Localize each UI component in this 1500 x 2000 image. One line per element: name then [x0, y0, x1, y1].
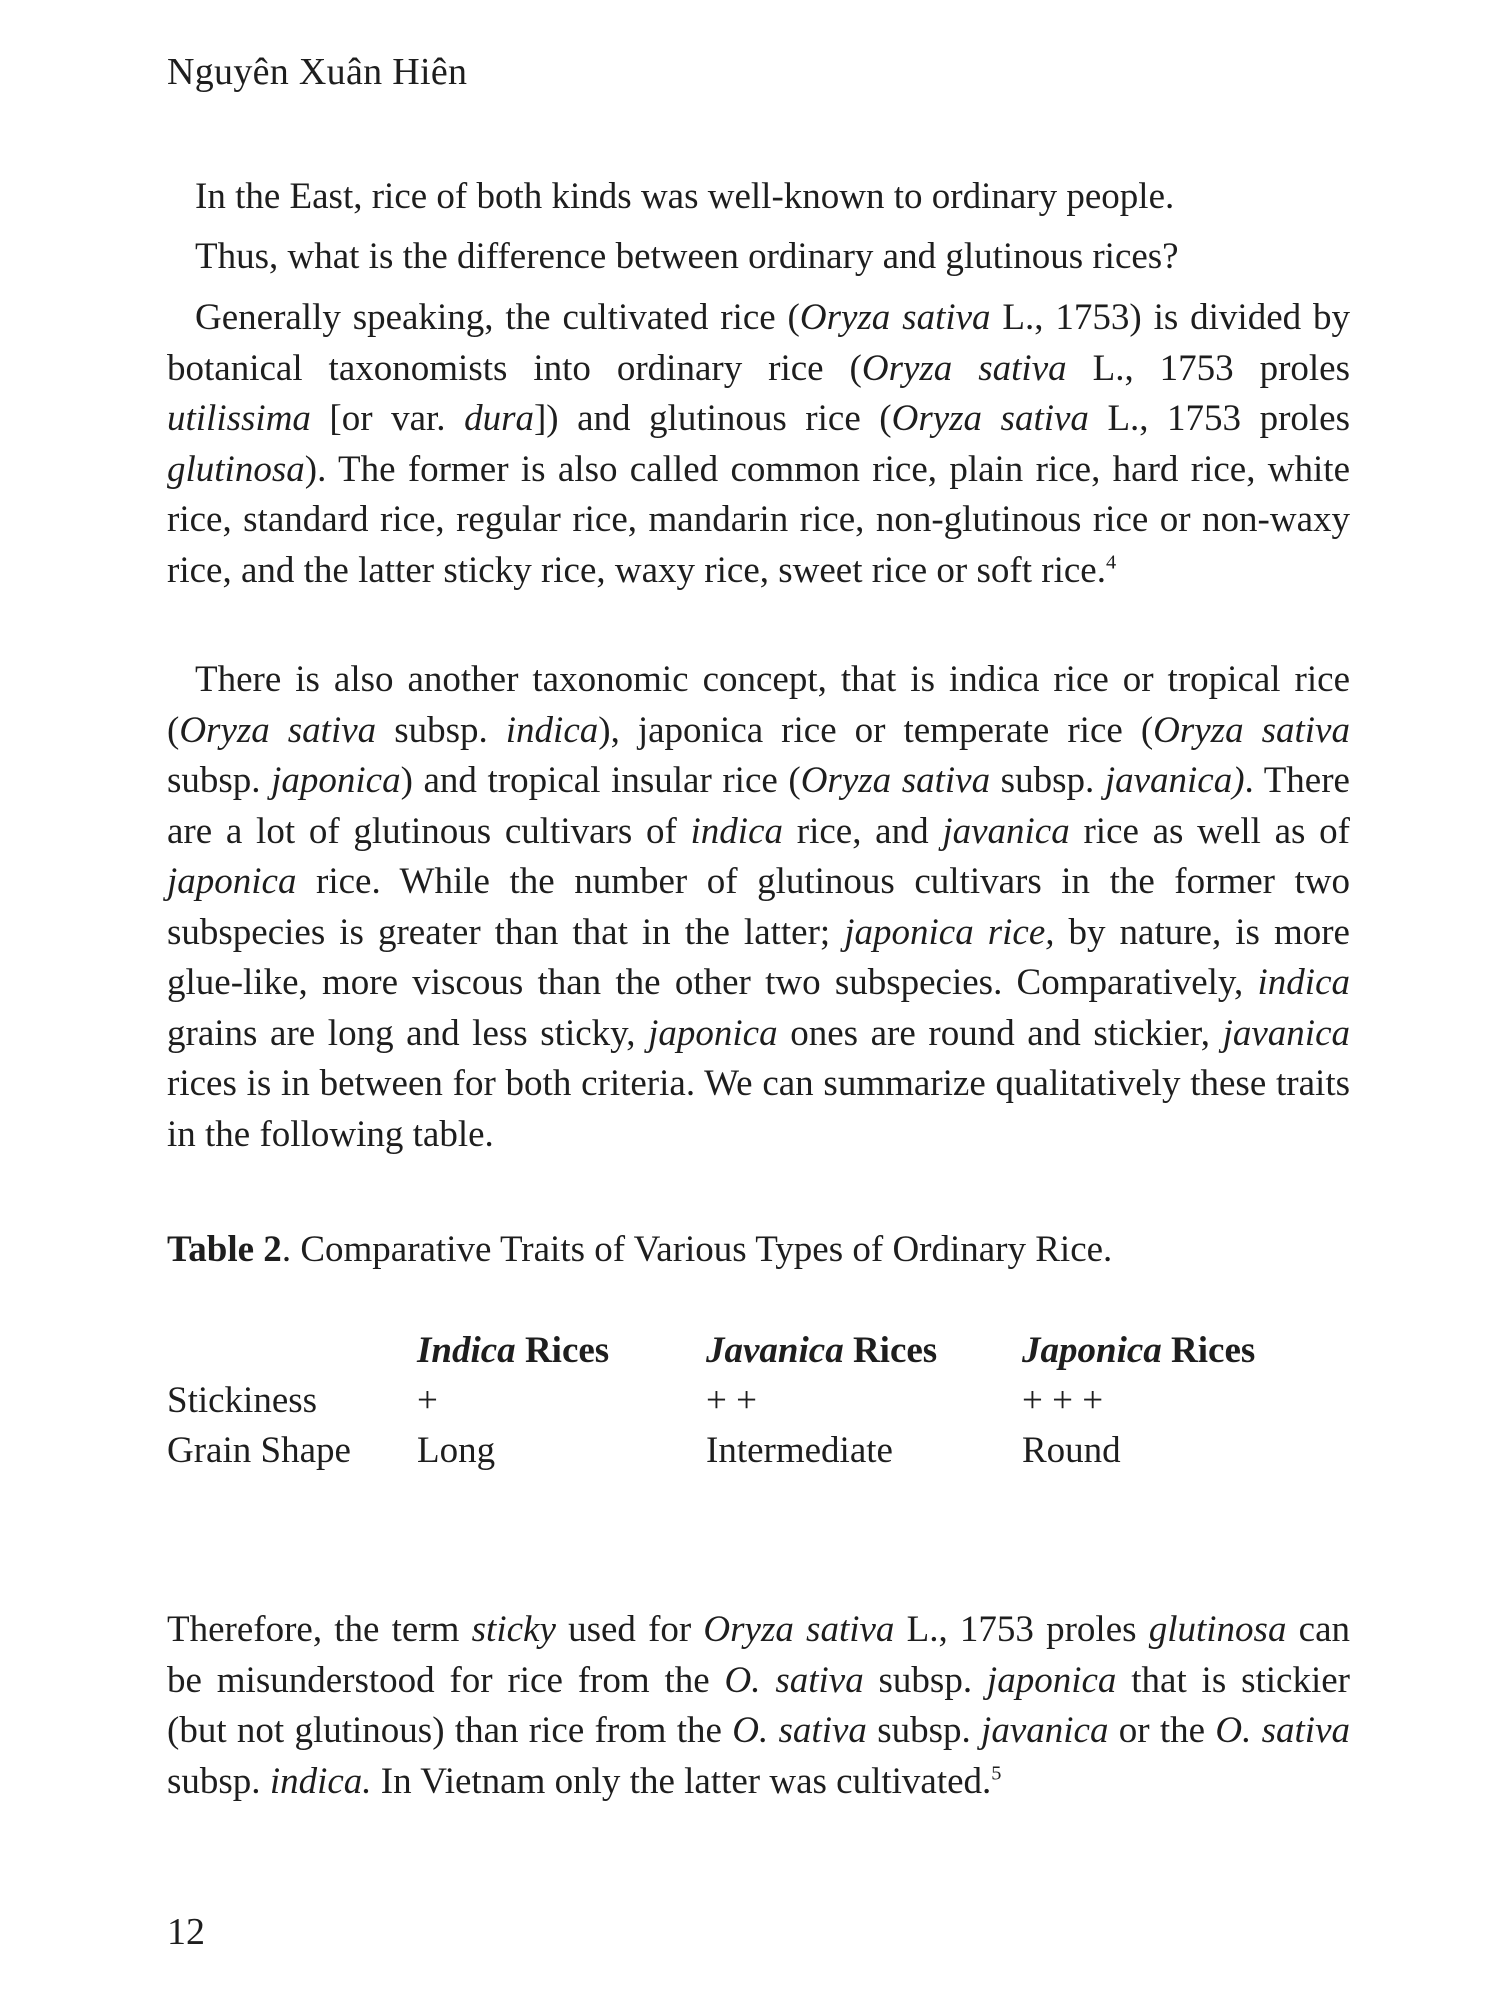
traits-table	[167, 1325, 1322, 1475]
footnote-ref-5: 5	[991, 1762, 1002, 1785]
row-label-stickiness: Stickiness	[167, 1379, 318, 1421]
table-caption-label: Table 2	[167, 1229, 282, 1270]
table-cell: Long	[417, 1429, 496, 1471]
paragraph-4: There is also another taxonomic concept, that is indica rice or tropical rice (Oryza sativa subsp. indica), japonica rice or temperate rice (Oryza sativa subsp. japonica) and tropical insular rice (Oryza sativa subsp. javanica). There are a lot of glutinous cultivars of indica rice, and javanica rice as well as of japonica rice. While the number of glutinous cultivars in the former two subspecies is greater than that in the latter; japonica rice, by nature, is more glue-like, more viscous than the other two subspecies. Comparatively, indica grains are long and less sticky, japonica ones are round and stickier, javanica rices is in between for both criteria. We can summarize qualitatively these traits in the following table.	[167, 659, 1350, 1155]
page-number: 12	[167, 1911, 205, 1953]
table-cell: + + +	[1022, 1379, 1104, 1421]
paragraph-3: Generally speaking, the cultivated rice (Oryza sativa L., 1753) is divided by botanical taxonomists into ordinary rice (Oryza sativa L., 1753 proles utilissima [or var. dura]) and glutinous rice (Oryza sativa L., 1753 proles glutinosa). The former is also called common rice, plain rice, hard rice, white rice, standard rice, regular rice, mandarin rice, non-glutinous rice or non-waxy rice, and the latter sticky rice, waxy rice, sweet rice or soft rice.$^4$	[167, 297, 1351, 591]
table-cell: +	[417, 1379, 438, 1421]
table-header-row	[167, 1325, 1322, 1375]
footnote-ref-4: 4	[1105, 551, 1117, 574]
paragraph-1: In the East, rice of both kinds was well-known to ordinary people.	[195, 176, 1175, 217]
header-javanica: Javanica Rices	[706, 1329, 938, 1371]
table-row	[167, 1425, 1322, 1475]
table-cell: Round	[1022, 1429, 1121, 1471]
running-head: Nguyên Xuân Hiên	[167, 51, 468, 93]
table-caption-text: . Comparative Traits of Various Types of Ordinary Rice.	[281, 1229, 1113, 1270]
header-indica: Indica Rices	[417, 1329, 610, 1371]
header-blank	[167, 1325, 417, 1375]
header-japonica: Japonica Rices	[1022, 1329, 1256, 1371]
table-caption	[167, 1228, 1112, 1271]
paragraph-2: Thus, what is the difference between ordinary and glutinous rices?	[195, 236, 1179, 277]
table-cell: Intermediate	[706, 1429, 893, 1471]
paragraph-5: Therefore, the term sticky used for Oryza sativa L., 1753 proles glutinosa can be misunderstood for rice from the O. sativa subsp. japonica that is stickier (but not glutinous) than rice from the O. sativa subsp. javanica or the O. sativa subsp. indica. In Vietnam only the latter was cultivated.$^5$	[167, 1609, 1351, 1802]
row-label-grain-shape: Grain Shape	[167, 1429, 351, 1471]
table-row	[167, 1375, 1322, 1425]
table-cell: + +	[706, 1379, 757, 1421]
